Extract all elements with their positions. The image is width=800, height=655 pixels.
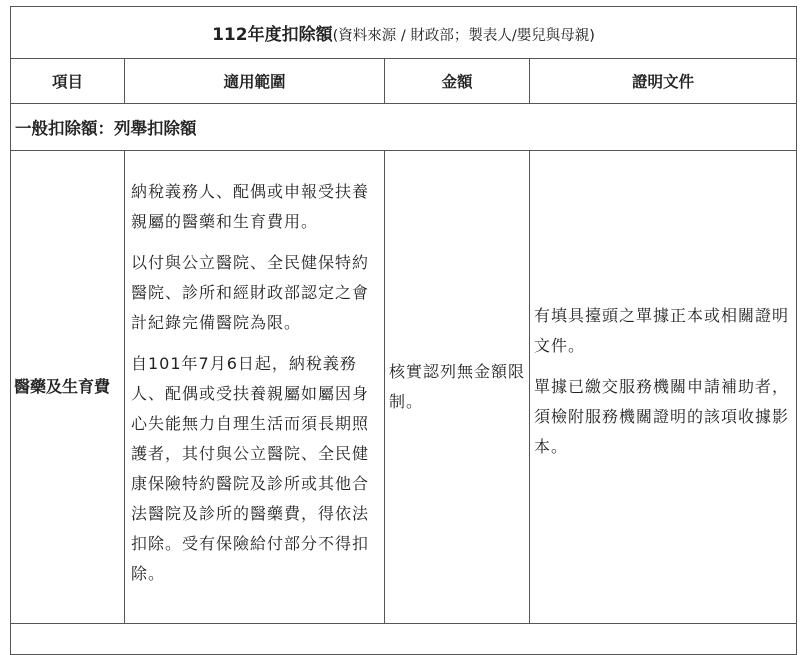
next-row-cell bbox=[11, 624, 797, 655]
header-scope: 適用範圍 bbox=[125, 59, 385, 104]
header-item: 項目 bbox=[11, 59, 125, 104]
section-row bbox=[11, 104, 797, 151]
header-documents: 證明文件 bbox=[530, 59, 797, 104]
table-title bbox=[11, 7, 797, 59]
scope-cell bbox=[125, 151, 385, 624]
header-amount: 金額 bbox=[385, 59, 530, 104]
deduction-table bbox=[10, 6, 797, 655]
documents-cell bbox=[530, 151, 797, 624]
documents-paragraph: 單據已繳交服務機關申請補助者，須檢附服務機關證明的該項收據影本。 bbox=[534, 377, 790, 456]
header-row bbox=[11, 59, 797, 104]
scope-paragraph: 以付與公立醫院、全民健保特約醫院、診所和經財政部認定之會計紀錄完備醫院為限。 bbox=[131, 252, 370, 332]
table-row bbox=[11, 151, 797, 624]
title-main: 112年度扣除額 bbox=[212, 25, 333, 45]
documents-paragraph: 有填具擡頭之單據正本或相關證明文件。 bbox=[534, 306, 790, 355]
amount-cell: 核實認列無金額限制。 bbox=[385, 151, 530, 624]
next-row-partial bbox=[11, 624, 797, 655]
title-row bbox=[11, 7, 797, 59]
scope-paragraph: 自101年7月6日起，納稅義務人、配偶或受扶養親屬如屬因身心失能無力自理生活而須長期照護者，其付與公立醫院、全民健康保險特約醫院及診所或其他合法醫院及診所的醫藥費，得依法扣除。受有保險給付部分不得扣除。 bbox=[131, 353, 370, 583]
scope-paragraph: 納稅義務人、配偶或申報受扶養親屬的醫藥和生育費用。 bbox=[131, 181, 370, 231]
item-cell: 醫藥及生育費 bbox=[11, 151, 125, 624]
title-source: (資料來源 / 財政部；製表人/嬰兒與母親) bbox=[332, 28, 595, 44]
section-label: 一般扣除額：列舉扣除額 bbox=[11, 104, 797, 151]
